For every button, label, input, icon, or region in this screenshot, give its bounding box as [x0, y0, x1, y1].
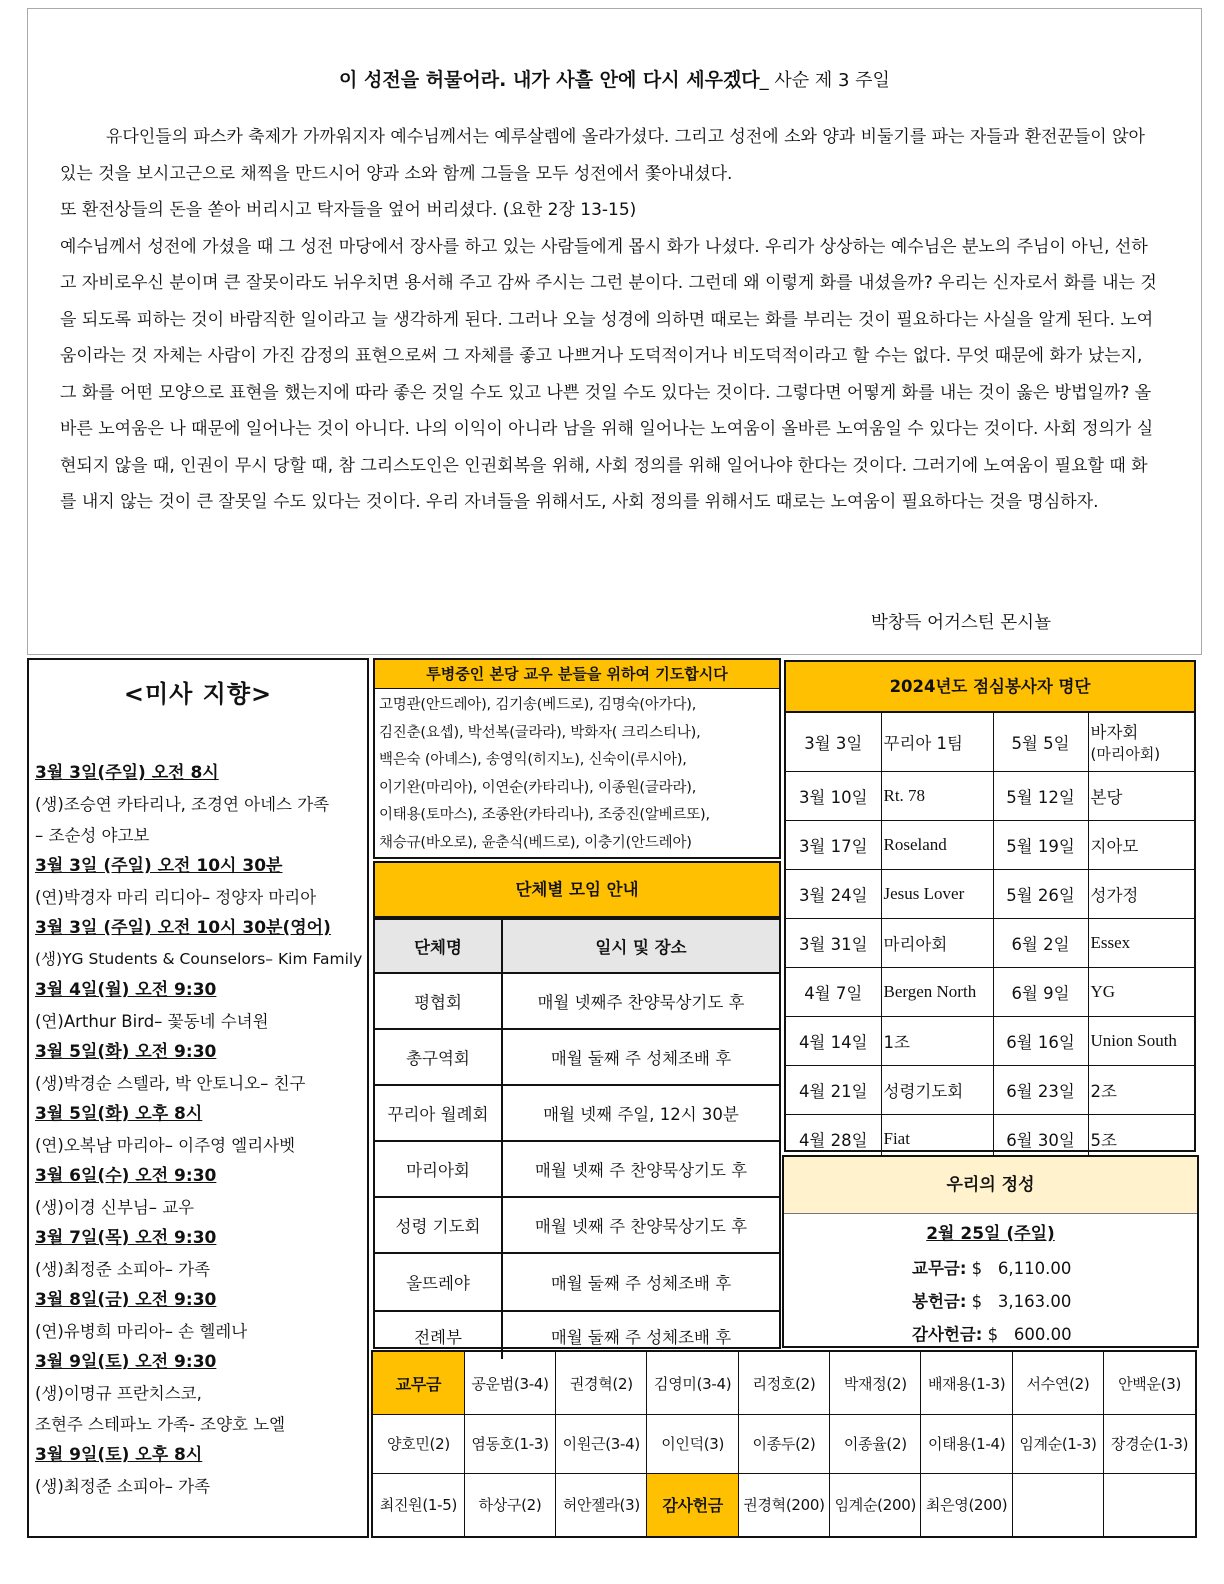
mass-intention: – 조순성 야고보: [35, 826, 150, 845]
group-schedule: 매월 넷째 주 찬양묵상기도 후: [502, 1141, 779, 1197]
donor-cell: 이종두(2): [738, 1415, 829, 1474]
lunch-date: 6월 16일: [993, 1017, 1088, 1066]
lunch-date: 4월 14일: [786, 1017, 881, 1066]
donor-cell: 권경혁(200): [738, 1473, 829, 1536]
donor-cell: 장경순(1-3): [1104, 1415, 1195, 1474]
lunch-volunteers-heading: 2024년도 점심봉사자 명단: [786, 662, 1194, 713]
donor-cell: 최은영(200): [921, 1473, 1012, 1536]
mass-intention: (생)조승연 카타리나, 조경연 아네스 가족: [35, 795, 330, 814]
table-row: [786, 919, 1194, 968]
offering-item: [912, 1255, 1071, 1279]
table-row: [375, 1253, 779, 1311]
lunch-date: 5월 5일: [993, 712, 1088, 772]
homily-author: 박창득 어거스틴 몬시뇰: [870, 613, 1051, 633]
donor-cell: 박재정(2): [830, 1352, 921, 1415]
group-schedule: 매월 둘째 주 성체조배 후: [502, 1253, 779, 1311]
offering-item: [912, 1321, 1072, 1345]
lunch-group-note: (마리아회): [1090, 745, 1161, 763]
group-meetings-panel: [373, 861, 781, 1349]
lunch-group: Bergen North: [881, 968, 993, 1017]
mass-intention: (연)박경자 마리 리디아– 정양자 마리아: [35, 888, 317, 907]
lunch-group: 지아모: [1088, 821, 1194, 870]
offering-heading: 우리의 정성: [784, 1157, 1197, 1214]
group-name: 전례부: [375, 1311, 502, 1359]
donor-cell: [1104, 1473, 1195, 1536]
mass-intentions-panel: [27, 658, 369, 1538]
table-row: [375, 1197, 779, 1253]
lunch-group: 본당: [1088, 772, 1194, 821]
donor-cell: 이태용(1-4): [921, 1415, 1012, 1474]
table-row: [373, 1352, 1195, 1415]
offering-panel: [782, 1155, 1199, 1348]
lunch-date: 3월 10일: [786, 772, 881, 821]
lunch-date: 4월 7일: [786, 968, 881, 1017]
table-row: [373, 1473, 1195, 1536]
mass-date: 3월 9일(토) 오후 8시: [35, 1445, 203, 1465]
prayer-list-line: 백은숙 (아녜스), 송영익(히지노), 신숙이(루시아),: [379, 752, 687, 769]
donor-grid-panel: [371, 1350, 1197, 1538]
mass-date: 3월 3일(주일) 오전 8시: [35, 763, 219, 783]
group-name: 성령 기도회: [375, 1197, 502, 1253]
offering-date: [784, 1219, 1197, 1244]
table-row: [786, 772, 1194, 821]
lunch-group: 2조: [1088, 1066, 1194, 1115]
lunch-date: 3월 17일: [786, 821, 881, 870]
group-schedule: 매월 넷째 주일, 12시 30분: [502, 1085, 779, 1141]
table-row: [375, 1141, 779, 1197]
prayer-list-line: 이태용(토마스), 조종완(카타리나), 조중진(알베르또),: [379, 807, 710, 824]
donor-cell: 배재용(1-3): [921, 1352, 1012, 1415]
lunch-group: 성령기도회: [881, 1066, 993, 1115]
mass-intention: (생)이명규 프란치스코,: [35, 1384, 202, 1403]
group-schedule: 매월 넷째주 찬양묵상기도 후: [502, 973, 779, 1029]
mass-intentions-heading: <미사 지향>: [123, 680, 273, 708]
donor-cell: 이원근(3-4): [556, 1415, 647, 1474]
donor-cell: 공운범(3-4): [464, 1352, 555, 1415]
donor-cell: 리정호(2): [738, 1352, 829, 1415]
group-name: 울뜨레야: [375, 1253, 502, 1311]
donor-cell: [1012, 1473, 1103, 1536]
lunch-date: 4월 28일: [786, 1115, 881, 1164]
homily-paragraph: 예수님께서 성전에 가셨을 때 그 성전 마당에서 장사를 하고 있는 사람들에게 몹시 화가 나셨다. 우리가 상상하는 예수님은 분노의 주님이 아닌, 선하고 자비로우신 분이며 큰 잘못이라도 뉘우치면 용서해 주고 감싸 주시는 그런 분이다. 그런데 왜 이렇게 화를 내셨을까? 우리는 신자로서 화를 내는 것을 되도록 피하는 것이 바람직한 일이라고 늘 생각하게 된다. 그러나 오늘 성경에 의하면 때로는 화를 부리는 것이 필요하다는 사실을 알게 된다. 노여움이라는 것 자체는 사람이 가진 감정의 표현으로써 그 자체를 좋고 나쁘거나 도덕적이거나 비도덕적이라고 할 수는 없다. 무엇 때문에 화가 났는지, 그 화를 어떤 모양으로 표현을 했는지에 따라 좋은 것일 수도 있고 나쁜 것일 수도 있다는 것이다. 그렇다면 어떻게 화를 내는 것이 옳은 방법일까? 올바른 노여움은 나 때문에 일어나는 것이 아니다. 나의 이익이 아니라 남을 위해 일어나는 노여움이 올바른 노여움일 수 있다는 것이다. 사회 정의가 실현되지 않을 때, 인권이 무시 당할 때, 참 그리스도인은 인권회복을 위해, 사회 정의를 위해 일어나야 한다는 것이다. 그러기에 노여움이 필요할 때 화를 내지 않는 것이 큰 잘못일 수도 있다는 것이다. 우리 자녀들을 위해서도, 사회 정의를 위해서도 때로는 노여움이 필요하다는 것을 명심하자.: [60, 236, 1157, 512]
table-row: [786, 712, 1194, 772]
offering-date-text: 2월 25일 (주일): [926, 1224, 1055, 1244]
lunch-volunteers-panel: [784, 660, 1196, 1152]
offering-value: $ 600.00: [987, 1325, 1072, 1344]
mass-date: 3월 3일 (주일) 오전 10시 30분: [35, 856, 283, 876]
lunch-date: 5월 19일: [993, 821, 1088, 870]
offering-label: 봉헌금:: [912, 1292, 967, 1311]
donor-cell: 김영미(3-4): [647, 1352, 738, 1415]
mass-intention: 조현주 스테파노 가족- 조양호 노엘: [35, 1415, 286, 1434]
prayer-list-heading: 투병중인 본당 교우 분들을 위하여 기도합시다: [375, 660, 779, 689]
prayer-list-line: 채승규(바오로), 윤춘식(베드로), 이충기(안드레아): [379, 834, 692, 851]
table-row: [786, 1017, 1194, 1066]
donor-cell: 안백운(3): [1104, 1352, 1195, 1415]
mass-date: 3월 9일(토) 오전 9:30: [35, 1352, 217, 1372]
lunch-date: 6월 2일: [993, 919, 1088, 968]
mass-date: 3월 6일(수) 오전 9:30: [35, 1166, 217, 1186]
mass-intention: (생)이경 신부님– 교우: [35, 1198, 195, 1217]
lunch-group: 마리아회: [881, 919, 993, 968]
prayer-list-line: 고명관(안드레아), 김기송(베드로), 김명숙(아가다),: [379, 697, 697, 713]
group-schedule: 매월 넷째 주 찬양묵상기도 후: [502, 1197, 779, 1253]
lunch-group: 5조: [1088, 1115, 1194, 1164]
prayer-list-line: 김진춘(요셉), 박선복(글라라), 박화자( 크리스티나),: [379, 724, 701, 741]
lunch-group: Roseland: [881, 821, 993, 870]
mass-intention: (생)YG Students & Counselors– Kim Family: [35, 950, 363, 968]
group-schedule: 매월 둘째 주 성체조배 후: [502, 1029, 779, 1085]
lunch-date: 6월 23일: [993, 1066, 1088, 1115]
group-schedule: 매월 둘째 주 성체조배 후: [502, 1311, 779, 1359]
group-meetings-heading: 단체별 모임 안내: [375, 863, 779, 918]
offering-label: 교무금:: [912, 1259, 967, 1278]
mass-date: 3월 3일 (주일) 오전 10시 30분(영어): [35, 918, 331, 938]
lunch-date: 5월 26일: [993, 870, 1088, 919]
group-name: 총구역회: [375, 1029, 502, 1085]
lunch-group: 1조: [881, 1017, 993, 1066]
donor-cell: 이종율(2): [830, 1415, 921, 1474]
donor-cell: 염동호(1-3): [464, 1415, 555, 1474]
table-row: [786, 821, 1194, 870]
homily-subtitle: _ 사순 제 3 주일: [759, 70, 890, 91]
donor-cell: 하상구(2): [464, 1473, 555, 1536]
column-header-schedule: 일시 및 장소: [502, 919, 779, 973]
group-meetings-table: [375, 918, 779, 1359]
donor-cell: 양호민(2): [373, 1415, 464, 1474]
group-name: 마리아회: [375, 1141, 502, 1197]
table-header-row: [375, 919, 779, 973]
table-row: [786, 1066, 1194, 1115]
table-row: [375, 1085, 779, 1141]
donor-grid: [373, 1352, 1195, 1536]
homily-title-text: 이 성전을 허물어라. 내가 사흘 안에 다시 세우겠다: [339, 69, 760, 91]
mass-date: 3월 8일(금) 오전 9:30: [35, 1290, 217, 1310]
lunch-date: 3월 31일: [786, 919, 881, 968]
offering-item: [912, 1288, 1071, 1312]
group-name: 꾸리아 월례회: [375, 1085, 502, 1141]
lunch-group: Fiat: [881, 1115, 993, 1164]
offering-value: $ 3,163.00: [971, 1292, 1072, 1311]
mass-intention: (생)최정준 소피아– 가족: [35, 1260, 211, 1279]
mass-date: 3월 7일(목) 오전 9:30: [35, 1228, 217, 1248]
table-row: [375, 1029, 779, 1085]
donor-cell: 임계순(1-3): [1012, 1415, 1103, 1474]
donor-cell: 권경혁(2): [556, 1352, 647, 1415]
offering-label: 감사헌금:: [912, 1325, 983, 1344]
table-row: [786, 870, 1194, 919]
donor-cell: 허안젤라(3): [556, 1473, 647, 1536]
homily-section: [27, 8, 1202, 655]
lunch-group: 성가정: [1088, 870, 1194, 919]
lunch-group: 꾸리아 1팀: [881, 712, 993, 772]
mass-intention: (생)박경순 스텔라, 박 안토니오– 친구: [35, 1074, 306, 1093]
homily-paragraph: 또 환전상들의 돈을 쏟아 버리시고 탁자들을 엎어 버리셨다. (요한 2장 13-15): [60, 200, 637, 220]
lunch-group: Jesus Lover: [881, 870, 993, 919]
mass-intention: (연)오복남 마리아– 이주영 엘리사벳: [35, 1136, 296, 1155]
lunch-date: 3월 3일: [786, 712, 881, 772]
donor-cell: 임계순(200): [830, 1473, 921, 1536]
homily-body: [60, 119, 1161, 521]
lunch-group: Essex: [1088, 919, 1194, 968]
table-row: [375, 973, 779, 1029]
mass-date: 3월 5일(화) 오후 8시: [35, 1104, 203, 1124]
lunch-volunteers-table: [786, 711, 1194, 1163]
homily-paragraph: 유다인들의 파스카 축제가 가까워지자 예수님께서는 예루살렘에 올라가셨다. 그리고 성전에 소와 양과 비둘기를 파는 자들과 환전꾼들이 앉아 있는 것을 보시고근으로 채찍을 만드시어 양과 소와 함께 그들을 모두 성전에서 쫓아내셨다.: [60, 127, 1145, 184]
table-row: [786, 968, 1194, 1017]
column-header-group: 단체명: [375, 919, 502, 973]
prayer-list-line: 이기완(마리아), 이연순(카타리나), 이종원(글라라),: [379, 779, 697, 796]
donor-cell: 이인덕(3): [647, 1415, 738, 1474]
lunch-date: 4월 21일: [786, 1066, 881, 1115]
lunch-group: Union South: [1088, 1017, 1194, 1066]
homily-title: [28, 65, 1201, 92]
lunch-date: 5월 12일: [993, 772, 1088, 821]
donor-category-label: 감사헌금: [647, 1473, 738, 1536]
lunch-group: YG: [1088, 968, 1194, 1017]
lunch-group-name: 바자회: [1090, 723, 1139, 742]
prayer-list-names: [379, 692, 777, 858]
table-row: [373, 1415, 1195, 1474]
mass-intention: (생)최정준 소피아– 가족: [35, 1477, 211, 1496]
mass-intention: (연)Arthur Bird– 꽃동네 수녀원: [35, 1012, 269, 1031]
donor-category-label: 교무금: [373, 1352, 464, 1415]
mass-intention: (연)유병희 마리아– 손 헬레나: [35, 1322, 248, 1341]
group-name: 평협회: [375, 973, 502, 1029]
lunch-group: [1088, 712, 1194, 772]
offering-value: $ 6,110.00: [971, 1259, 1072, 1278]
lunch-date: 6월 9일: [993, 968, 1088, 1017]
lunch-date: 3월 24일: [786, 870, 881, 919]
prayer-list-panel: [373, 658, 781, 859]
mass-date: 3월 4일(월) 오전 9:30: [35, 980, 217, 1000]
donor-cell: 서수연(2): [1012, 1352, 1103, 1415]
donor-cell: 최진원(1-5): [373, 1473, 464, 1536]
mass-intentions-list: [35, 758, 363, 1502]
lunch-date: 6월 30일: [993, 1115, 1088, 1164]
mass-date: 3월 5일(화) 오전 9:30: [35, 1042, 217, 1062]
lunch-group: Rt. 78: [881, 772, 993, 821]
